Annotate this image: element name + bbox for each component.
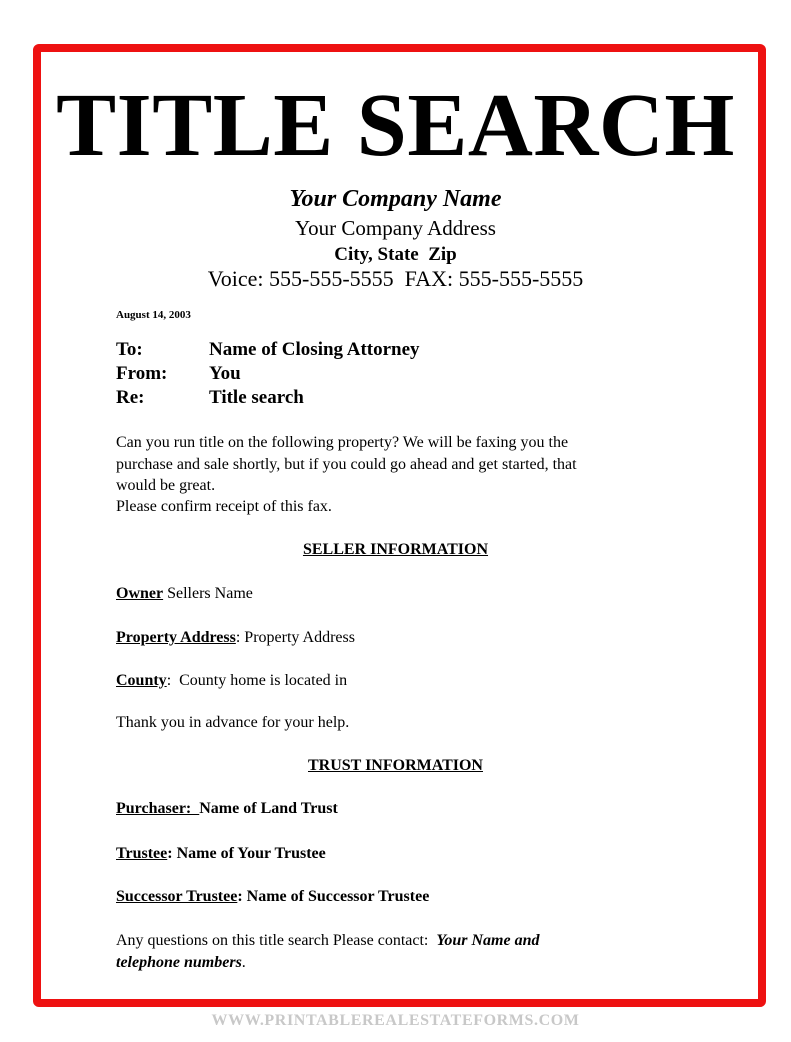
owner-label: Owner <box>116 585 164 602</box>
from-value: You <box>209 363 241 384</box>
body-line-2: purchase and sale shortly, but if you could go ahead and get started, that <box>116 456 577 473</box>
thanks-line: Thank you in advance for your help. <box>116 714 350 731</box>
property-address-label: Property Address <box>116 629 236 646</box>
footer-website[interactable]: WWW.PRINTABLEREALESTATEFORMS.COM <box>211 1012 580 1029</box>
property-address-value: : Property Address <box>235 629 355 646</box>
from-label: From: <box>116 363 168 384</box>
successor-trustee-field <box>116 886 429 908</box>
successor-trustee-label: Successor Trustee <box>116 888 238 905</box>
letter-date: August 14, 2003 <box>116 309 191 321</box>
owner-field <box>116 583 253 605</box>
re-value: Title search <box>209 387 304 408</box>
contact-line-1 <box>116 930 540 952</box>
to-label: To: <box>116 339 143 360</box>
purchaser-field <box>116 798 338 820</box>
county-value: : County home is located in <box>166 672 348 689</box>
to-value: Name of Closing Attorney <box>209 339 420 360</box>
trust-heading: TRUST INFORMATION <box>308 757 483 774</box>
contact-text: Any questions on this title search Please contact: <box>116 932 437 949</box>
seller-heading: SELLER INFORMATION <box>302 541 489 558</box>
body-line-3: would be great. <box>116 477 216 494</box>
trustee-value: : Name of Your Trustee <box>167 845 326 862</box>
county-field <box>116 670 347 692</box>
company-name: Your Company Name <box>289 186 502 212</box>
body-line-1: Can you run title on the following property? We will be faxing you the <box>116 434 569 451</box>
owner-value: Sellers Name <box>163 585 253 602</box>
body-line-4: Please confirm receipt of this fax. <box>116 498 332 515</box>
company-city-state-zip: City, State Zip <box>334 244 457 265</box>
purchaser-label: Purchaser: <box>116 800 200 817</box>
county-label: County <box>116 672 167 689</box>
contact-phone: telephone numbers <box>116 954 242 971</box>
purchaser-value: Name of Land Trust <box>199 800 338 817</box>
property-address-field <box>116 627 355 649</box>
trustee-label: Trustee <box>116 845 168 862</box>
company-address: Your Company Address <box>295 216 496 240</box>
contact-name: Your Name and <box>436 932 540 949</box>
contact-period: . <box>241 954 246 971</box>
trustee-field <box>116 843 326 865</box>
contact-line-2 <box>116 952 246 974</box>
page-title: TITLE SEARCH <box>56 76 735 175</box>
company-phone-fax: Voice: 555-555-5555 FAX: 555-555-5555 <box>207 266 584 291</box>
re-label: Re: <box>116 387 145 408</box>
successor-trustee-value: : Name of Successor Trustee <box>237 888 430 905</box>
